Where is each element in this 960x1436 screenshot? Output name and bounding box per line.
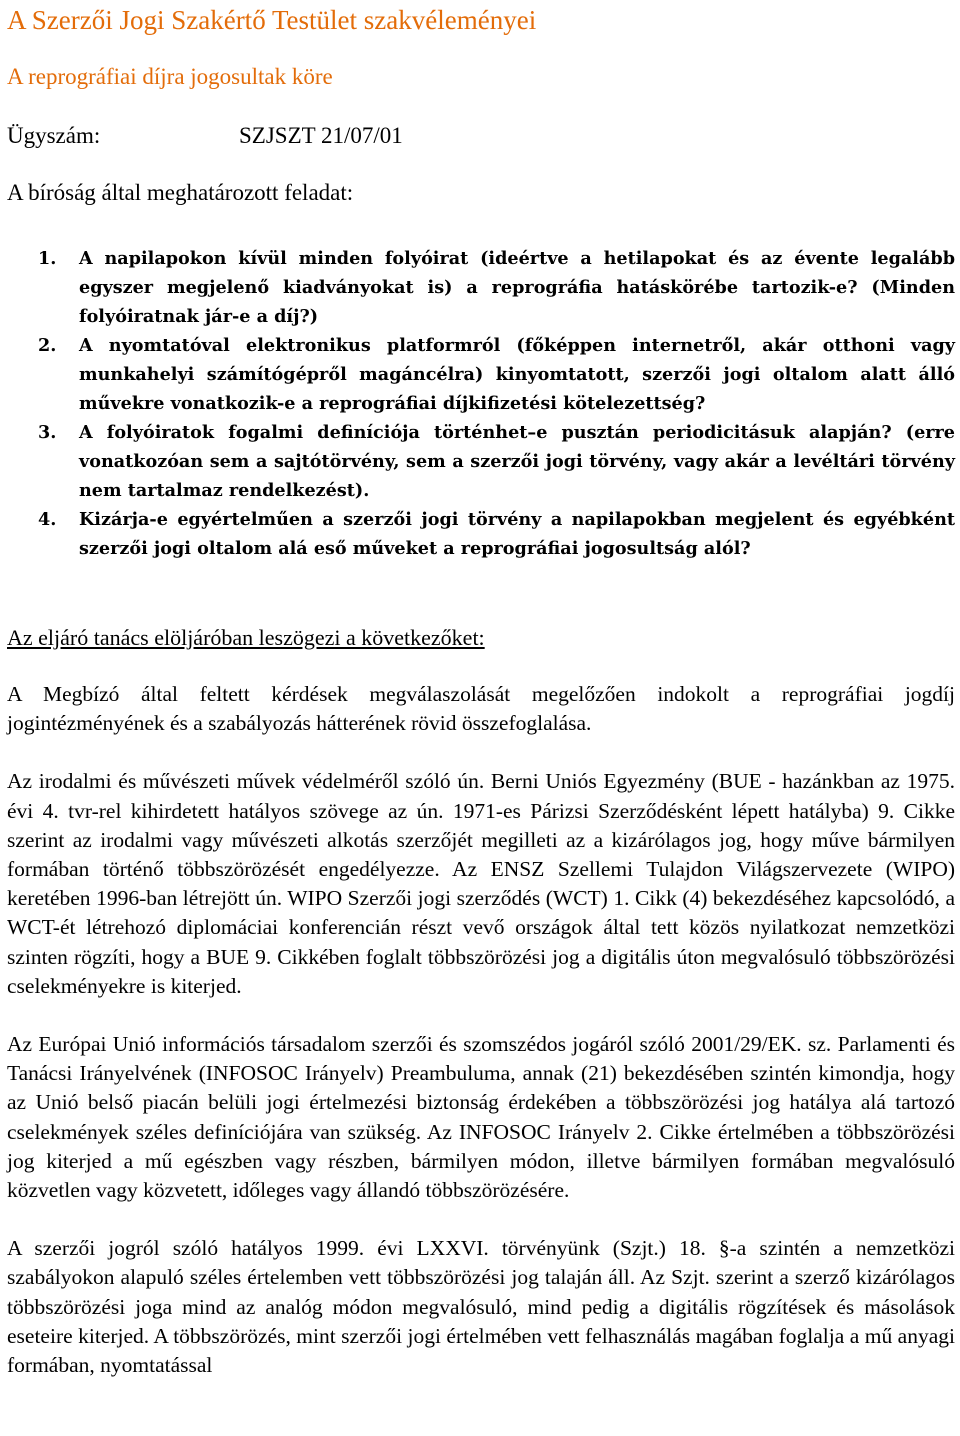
question-text: Kizárja-e egyértelműen a szerzői jogi törvény a napilapokban megjelent és egyébként szerzői jogi oltalom alá eső műveket a reprográfiai jogosultság alól? xyxy=(79,509,955,559)
question-item xyxy=(7,331,955,418)
body-text xyxy=(7,680,955,1409)
body-paragraph: A szerzői jogról szóló hatályos 1999. évi LXXVI. törvényünk (Szjt.) 18. §-a szintén a nemzetközi szabályokon alapuló széles értelemben vett többszörözési jog talaján áll. Az Szjt. szerint a szerző kizárólagos többszörözési joga mind az analóg módon megvalósuló, mind pedig a digitális rögzítések és másolások eseteire kiterjed. A többszörözés, mint szerzői jogi értelmében vett felhasználás magában foglalja a mű anyagi formában, nyomtatással xyxy=(7,1236,955,1378)
question-number: 2. xyxy=(38,335,57,356)
question-item xyxy=(7,418,955,505)
task-heading: A bíróság által meghatározott feladat: xyxy=(7,180,354,205)
question-number: 3. xyxy=(38,422,57,443)
body-paragraph: Az irodalmi és művészeti művek védelméről szóló ún. Berni Uniós Egyezmény (BUE - hazánkban az 1975. évi 4. tvr-rel kihirdetett hatályos szövege az ún. 1971-es Párizsi Szerződésként lépett hatályba) 9. Cikke szerint az irodalmi vagy művészeti alkotás szerzőjét megilleti az a kizárólagos jog, hogy műve bármilyen formában történő többszörözését engedélyezze. Az ENSZ Szellemi Tulajdon Világszervezete (WIPO) keretében 1996-ban létrejött ún. WIPO Szerzői jogi szerződés (WCT) 1. Cikk (4) bekezdéséhez kapcsolódó, a WCT-ét létrehozó diplomáciai konferencián részt vevő országok által tett közös nyilatkozat nemzetközi szinten rögzíti, hogy a BUE 9. Cikkében foglalt többszörözési jog a digitális úton megvalósuló többszörözési cselekményekre is kiterjed. xyxy=(7,769,955,998)
body-paragraph: Az Európai Unió információs társadalom szerzői és szomszédos jogáról szóló 2001/29/EK. sz. Parlamenti és Tanácsi Irányelvének (INFOSOC Irányelv) Preambuluma, annak (21) bekezdésében szintén kimondja, hogy az Unió belső piacán belüli jogi értelmezési biztonság érdekében a többszörözési jog hatálya alá tartozó cselekmények széles definíciójára van szükség. Az INFOSOC Irányelv 2. Cikke értelmében a többszörözési jog kiterjed a mű egészben vagy részben, bármilyen módon, illetve bármilyen formában megvalósuló közvetlen vagy közvetett, időleges vagy állandó többszörözésére. xyxy=(7,1032,955,1203)
document-title: A Szerzői Jogi Szakértő Testület szakvéleményei xyxy=(7,5,537,35)
question-item xyxy=(7,244,955,331)
body-paragraph: A Megbízó által feltett kérdések megválaszolását megelőzően indokolt a reprográfiai jogdíj jogintézményének és a szabályozás hátterének rövid összefoglalása. xyxy=(7,682,955,736)
question-list xyxy=(7,244,955,563)
question-number: 1. xyxy=(38,248,57,269)
document-subtitle: A reprográfiai díjra jogosultak köre xyxy=(7,64,333,89)
section-heading: Az eljáró tanács elöljáróban leszögezi a következőket: xyxy=(7,625,485,650)
question-number: 4. xyxy=(38,509,57,530)
question-text: A napilapokon kívül minden folyóirat (ideértve a hetilapokat és az évente legalább egyszer megjelenő kiadványokat is) a reprográfia hatáskörébe tartozik-e? (Minden folyóiratnak jár-e a díj?) xyxy=(79,248,955,327)
case-number-label: Ügyszám: xyxy=(7,123,101,148)
case-number-row xyxy=(7,121,403,151)
case-number-value: SZJSZT 21/07/01 xyxy=(239,123,403,148)
question-text: A nyomtatóval elektronikus platformról (főképpen internetről, akár otthoni vagy munkahelyi számítógépről magáncélra) kinyomtatott, szerzői jogi oltalom alatt álló művekre vonatkozik-e a reprográfiai díjkifizetési kötelezettség? xyxy=(79,335,955,414)
question-item xyxy=(7,505,955,563)
question-text: A folyóiratok fogalmi definíciója történhet–e pusztán periodicitásuk alapján? (erre vonatkozóan sem a sajtótörvény, sem a szerzői jogi törvény, vagy akár a levéltári törvény nem tartalmaz rendelkezést). xyxy=(79,422,955,501)
